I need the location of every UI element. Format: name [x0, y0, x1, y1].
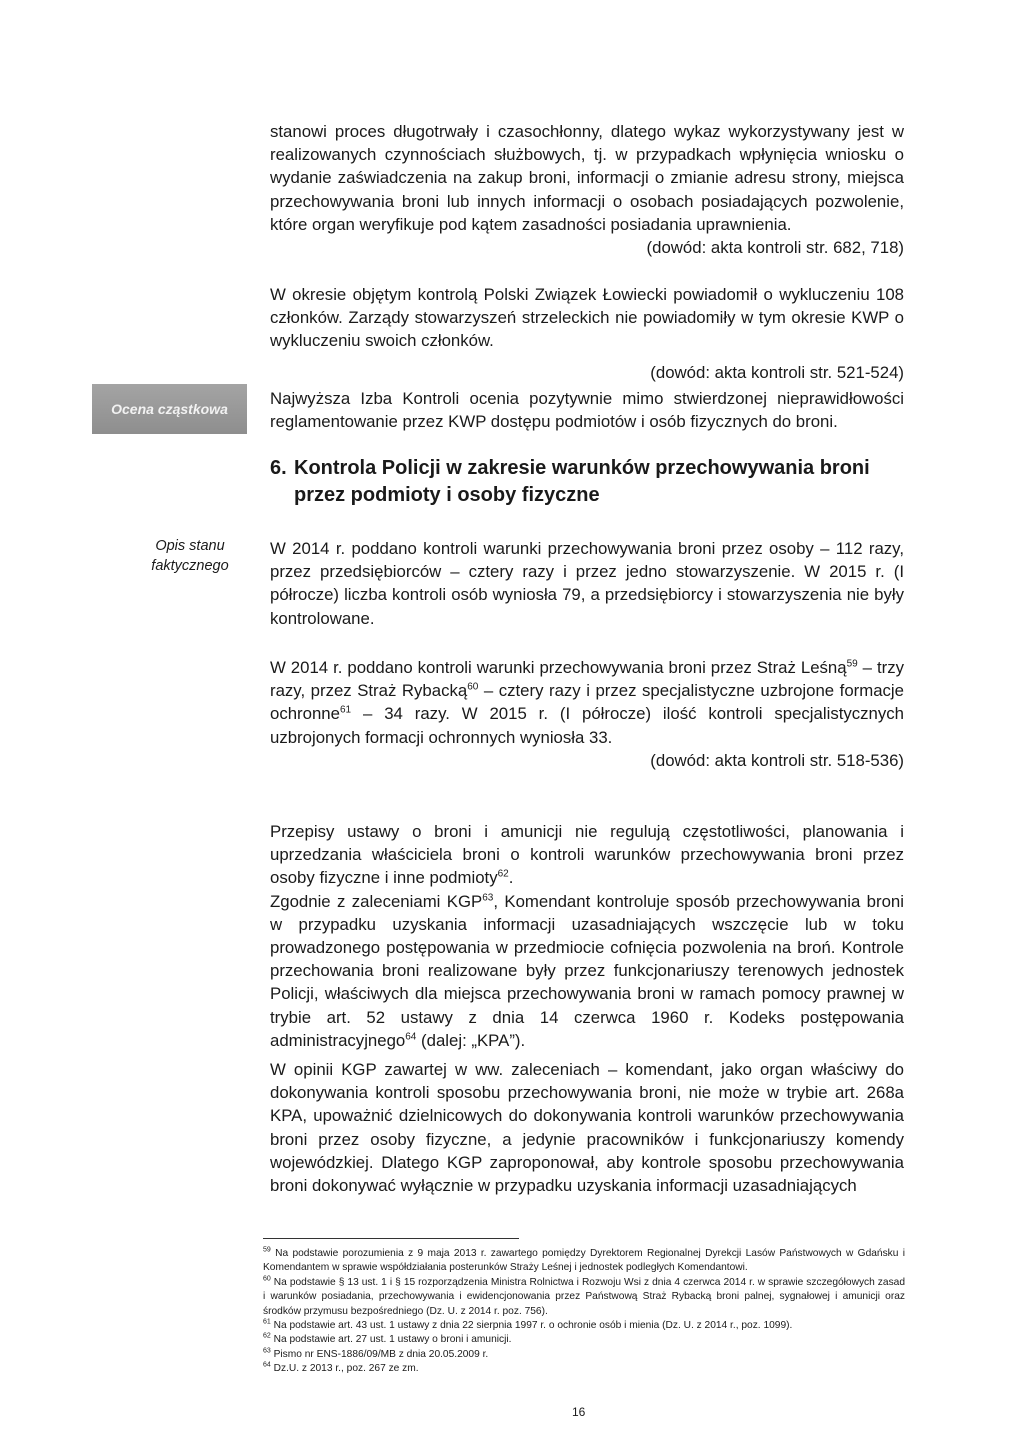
footnote-text: Na podstawie porozumienia z 9 maja 2013 r. zawartego pomiędzy Dyrektorem Regionalnej Dyrekcji Lasów Państwowych w Gdańsku i Komendantem w sprawie współdziałania posterunków Straży Leśnej i jednostek podległych Komendantowi.: [263, 1248, 905, 1274]
paragraph-kgp-opinion: W opinii KGP zawartej w ww. zaleceniach – komendant, jako organ właściwy do dokonywania kontroli sposobu przechowywania broni, nie może w trybie art. 268a KPA, upoważnić dzielnicowych do dokonywania kontroli warunków przechowywania broni przez osoby fizyczne, a jedynie pracowników i funkcjonariuszy komendy wojewódzkiej. Dlatego KGP zaproponował, aby kontrole sposobu przechowywania broni dokonywać wyłącznie w przypadku uzyskania informacji uzasadniających: [270, 1060, 904, 1196]
footnote-text: Dz.U. z 2013 r., poz. 267 ze zm.: [270, 1363, 419, 1375]
footnote: [263, 1362, 905, 1376]
paragraph-wykaz: stanowi proces długotrwały i czasochłonny, dlatego wykaz wykorzystywany jest w realizowanych czynnościach służbowych, tj. w przypadkach wpłynięcia wniosku o wydanie zaświadczenia na zakup broni, informacji o zmianie adresu strony, miejsca przechowywania broni lub innych informacji o osobach posiadających pozwolenie, które organ weryfikuje pod kątem zasadności posiadania uprawnienia.: [270, 122, 904, 234]
text-span: (dalej: „KPA”).: [416, 1030, 526, 1050]
footnote-text: Pismo nr ENS-1886/09/MB z dnia 20.05.2009 r.: [270, 1348, 489, 1360]
footnote: [263, 1276, 905, 1319]
footnote-number: 63: [263, 1347, 271, 1355]
factual-state-label-line1: Opis stanu: [155, 538, 225, 554]
text-block-regulations: [270, 820, 904, 1197]
evidence-ref: (dowód: akta kontroli str. 521-524): [650, 362, 904, 382]
footnote-text: Na podstawie art. 43 ust. 1 ustawy z dnia 22 sierpnia 1997 r. o ochronie osób i mienia (Dz. U. z 2014 r., poz. 1099).: [270, 1320, 793, 1332]
footnote: [263, 1319, 905, 1333]
text-span: .: [508, 868, 514, 888]
paragraph-formations: [270, 656, 904, 749]
text-block-top: [270, 120, 904, 259]
footnote-number: 61: [263, 1318, 271, 1326]
paragraph-exclusion: W okresie objętym kontrolą Polski Związek Łowiecki powiadomił o wykluczeniu 108 członków. Zarządy stowarzyszeń strzeleckich nie powiadomiły w tym okresie KWP o wykluczeniu swoich członków.: [270, 285, 904, 351]
text-span: W 2014 r. poddano kontroli warunki przechowywania broni przez Straż Leśną: [270, 658, 847, 677]
footnote-number: 60: [263, 1275, 271, 1283]
partial-assessment-label: Ocena cząstkowa: [92, 384, 247, 434]
text-block-exclusion: [270, 283, 904, 384]
footnote: [263, 1348, 905, 1362]
section-title-line1: Kontrola Policji w zakresie warunków przechowywania broni: [294, 457, 870, 479]
text-span: – cztery razy i przez specjalistyczne uzbrojone formacje ochronne: [270, 681, 904, 724]
footnote-ref[interactable]: 61: [339, 704, 352, 716]
footnote-number: 62: [263, 1333, 271, 1341]
footnote: [263, 1333, 905, 1347]
paragraph-regulations: [270, 820, 904, 890]
paragraph-assessment: Najwyższa Izba Kontroli ocenia pozytywnie mimo stwierdzonej nieprawidłowości reglamentowanie przez KWP dostępu podmiotów i osób fizycznych do broni.: [270, 389, 904, 432]
section-number: 6.: [270, 457, 287, 479]
evidence-ref: (dowód: akta kontroli str. 682, 718): [646, 238, 904, 258]
page-number: 16: [572, 1405, 586, 1419]
text-span: Zgodnie z zaleceniami KGP: [270, 891, 483, 911]
section-heading: [270, 455, 904, 509]
paragraph-inspections-2014: W 2014 r. poddano kontroli warunki przechowywania broni przez osoby – 112 razy, przez przedsiębiorców – cztery razy i przez jedno stowarzyszenie. W 2015 r. (I półrocze) liczba kontroli osób wyniosła 79, a przedsiębiorcy i stowarzyszenia nie były kontrolowane.: [270, 539, 904, 628]
footnote-number: 59: [263, 1246, 271, 1254]
footnote-divider: [263, 1238, 519, 1239]
text-span: – trzy razy, przez Straż Rybacką: [270, 658, 904, 701]
factual-state-label: [130, 536, 250, 576]
text-block-formations: [270, 656, 904, 772]
factual-state-label-line2: faktycznego: [151, 558, 229, 574]
footnote-ref[interactable]: 63: [482, 892, 494, 904]
text-block-inspections: [270, 537, 904, 630]
footnote-ref[interactable]: 62: [497, 868, 509, 880]
footnote-text: Na podstawie § 13 ust. 1 i § 15 rozporządzenia Ministra Rolnictwa i Rozwoju Wsi z dnia 4 czerwca 2014 r. w sprawie szczegółowych zasad i warunków posiadania, przechowywania i ewidencjonowania przez Państwową Straż Rybacką broni palnej, sygnałowej i amunicji oraz środków przymusu bezpośredniego (Dz. U. z 2014 r. poz. 756).: [263, 1276, 905, 1317]
footnote-ref[interactable]: 64: [405, 1031, 417, 1043]
paragraph-kgp-recommendations: [270, 890, 904, 1052]
text-span: , Komendant kontroluje sposób przechowywania broni w przypadku uzyskania informacji uzasadniających wszczęcie lub w toku prowadzonego postępowania w przedmiocie cofnięcia pozwolenia na broń. Kontrole przechowania broni realizowane były przez funkcjonariuszy terenowych jednostek Policji, właściwych dla miejsca przechowywania broni w ramach pomocy prawnej w trybie art. 52 ustawy z dnia 14 czerwca 1960 r. Kodeks postępowania administracyjnego: [270, 891, 904, 1050]
evidence-ref: (dowód: akta kontroli str. 518-536): [650, 750, 904, 770]
footnote-text: Na podstawie art. 27 ust. 1 ustawy o broni i amunicji.: [270, 1334, 512, 1346]
text-block-assessment: [270, 387, 904, 433]
text-span: – 34 razy. W 2015 r. (I półrocze) ilość kontroli specjalistycznych uzbrojonych formacji ochronnych wyniosła 33.: [270, 704, 904, 747]
footnote-ref[interactable]: 59: [846, 658, 858, 670]
text-span: Przepisy ustawy o broni i amunicji nie regulują częstotliwości, planowania i uprzedzania właściciela broni o kontroli warunków przechowywania broni przez osoby fizyczne i inne podmioty: [270, 822, 904, 888]
footnotes: [263, 1247, 905, 1377]
section-title-line2: przez podmioty i osoby fizyczne: [294, 484, 600, 506]
footnote-ref[interactable]: 60: [467, 681, 479, 693]
footnote: [263, 1247, 905, 1276]
footnote-number: 64: [263, 1361, 271, 1369]
